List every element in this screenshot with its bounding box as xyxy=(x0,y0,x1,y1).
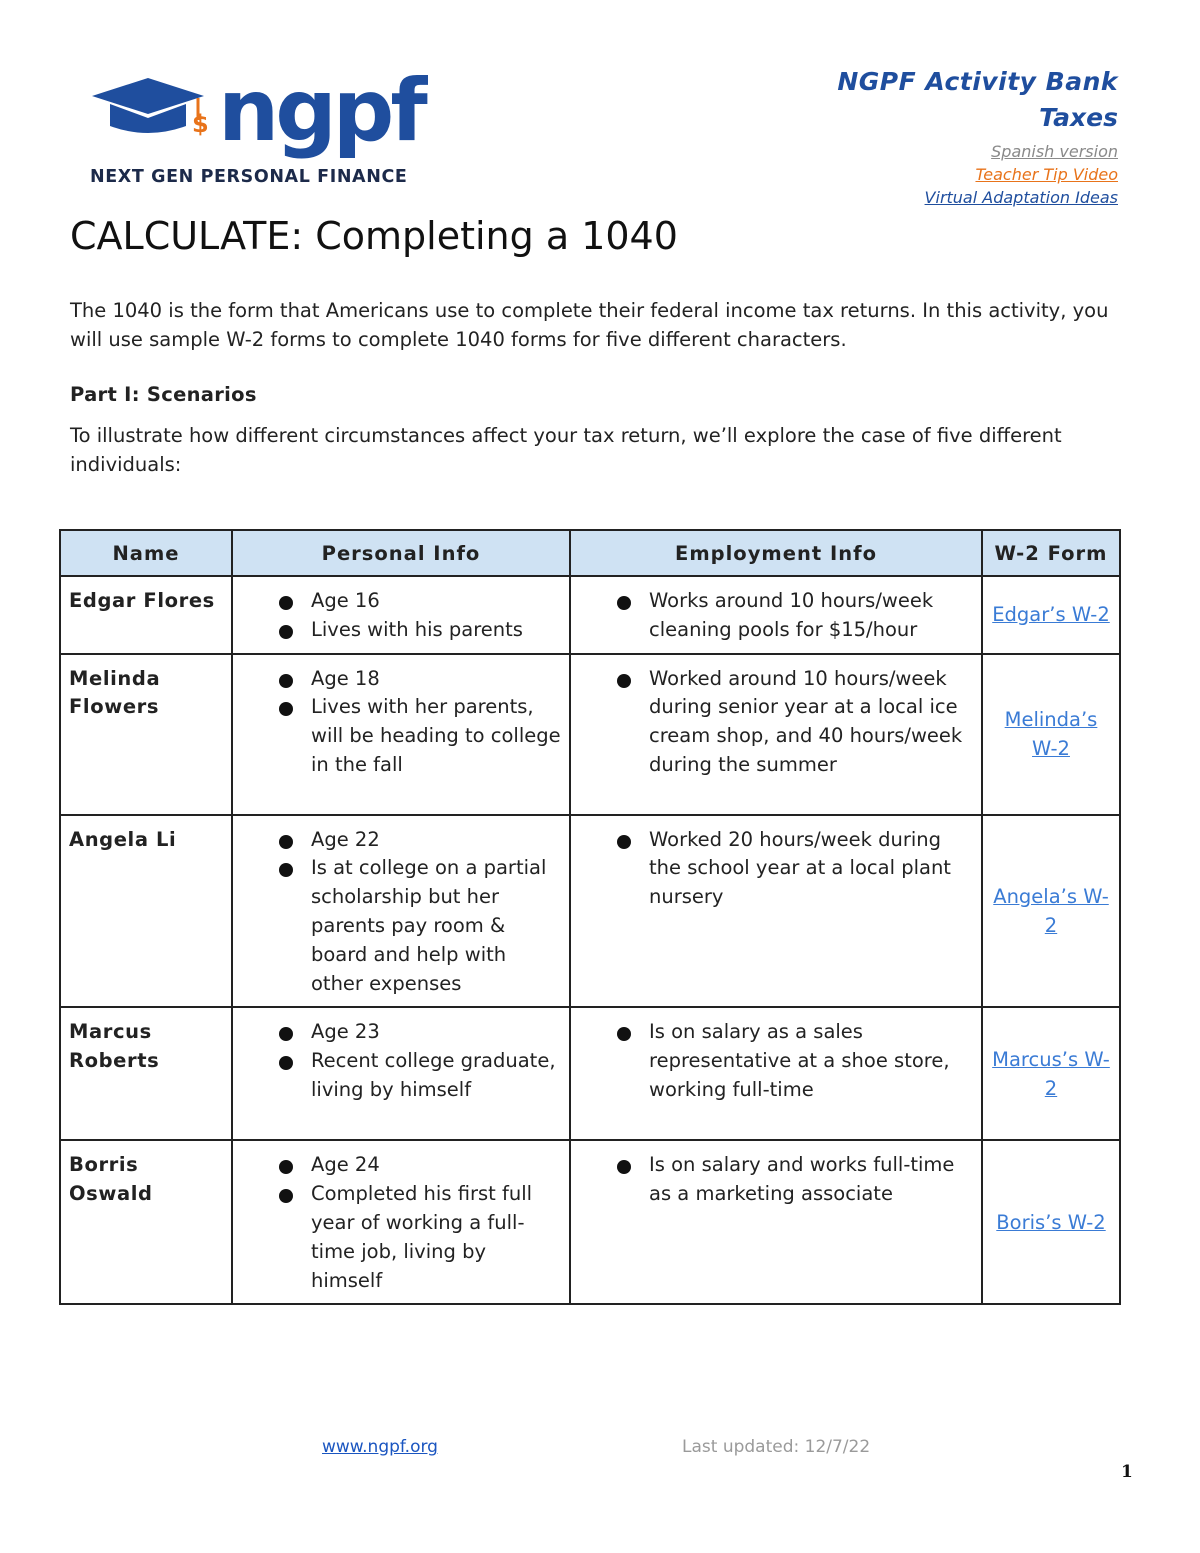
part-intro: To illustrate how different circumstances affect your tax return, we’ll explore the case of five different individuals: xyxy=(70,424,1062,476)
list-item: Lives with her parents, will be heading to college in the fall xyxy=(311,693,561,779)
spanish-version-link[interactable]: Spanish version xyxy=(991,142,1118,161)
list-item: Age 23 xyxy=(311,1018,561,1047)
list-item: Lives with his parents xyxy=(311,616,561,645)
logo-dollar: $ xyxy=(192,110,209,138)
angela-w2-link[interactable]: Angela’s W-2 xyxy=(993,885,1109,937)
list-item: Worked around 10 hours/week during senior year at a local ice cream shop, and 40 hours/week during the summer xyxy=(649,665,973,780)
row-w2 xyxy=(982,1140,1120,1304)
row-personal xyxy=(232,654,570,815)
list-item: Age 24 xyxy=(311,1151,561,1180)
logo-wordmark: ngpf xyxy=(218,68,424,161)
header-w2-form: W-2 Form xyxy=(982,530,1120,576)
row-employment xyxy=(570,576,982,654)
row-employment xyxy=(570,654,982,815)
marcus-w2-link[interactable]: Marcus’s W-2 xyxy=(992,1048,1110,1100)
row-w2 xyxy=(982,1007,1120,1140)
virtual-adaptation-link[interactable]: Virtual Adaptation Ideas xyxy=(924,188,1118,207)
list-item: Recent college graduate, living by himself xyxy=(311,1047,561,1105)
row-w2 xyxy=(982,576,1120,654)
row-name: Marcus Roberts xyxy=(60,1007,232,1140)
list-item: Worked 20 hours/week during the school year at a local plant nursery xyxy=(649,826,973,912)
subject-label: Taxes xyxy=(1039,103,1118,132)
row-name: Borris Oswald xyxy=(60,1140,232,1304)
header-personal-info: Personal Info xyxy=(232,530,570,576)
row-personal xyxy=(232,815,570,1008)
header-employment-info: Employment Info xyxy=(570,530,982,576)
page-number: 1 xyxy=(1121,1462,1133,1482)
list-item: Age 22 xyxy=(311,826,561,855)
list-item: Is on salary and works full-time as a marketing associate xyxy=(649,1151,973,1209)
list-item: Age 18 xyxy=(311,665,561,694)
table-row xyxy=(60,654,1120,815)
table-header-row xyxy=(60,530,1120,576)
table-row xyxy=(60,1007,1120,1140)
melinda-w2-link[interactable]: Melinda’s W-2 xyxy=(1004,708,1098,761)
table-row xyxy=(60,1140,1120,1304)
scenario-table xyxy=(59,529,1121,1305)
edgar-w2-link[interactable]: Edgar’s W-2 xyxy=(992,603,1110,627)
row-personal xyxy=(232,1140,570,1304)
footer-website-link[interactable]: www.ngpf.org xyxy=(322,1437,438,1457)
list-item: Is at college on a partial scholarship but her parents pay room & board and help with other expenses xyxy=(311,854,561,998)
activity-bank-title: NGPF Activity Bank xyxy=(837,67,1118,96)
page-title: CALCULATE: Completing a 1040 xyxy=(70,214,678,258)
header-info xyxy=(837,64,1118,209)
ngpf-logo xyxy=(88,68,428,188)
row-employment xyxy=(570,1140,982,1304)
teacher-tip-video-link[interactable]: Teacher Tip Video xyxy=(975,165,1118,184)
intro-paragraph: The 1040 is the form that Americans use to complete their federal income tax returns. In this activity, you will use sample W-2 forms to complete 1040 forms for five different characters. xyxy=(70,299,1109,351)
row-personal xyxy=(232,1007,570,1140)
boris-w2-link[interactable]: Boris’s W-2 xyxy=(996,1210,1106,1234)
table-row xyxy=(60,815,1120,1008)
header-name: Name xyxy=(60,530,232,576)
part-heading: Part I: Scenarios xyxy=(70,383,257,406)
row-employment xyxy=(570,1007,982,1140)
list-item: Age 16 xyxy=(311,587,561,616)
list-item: Completed his first full year of working a full-time job, living by himself xyxy=(311,1180,561,1295)
row-personal xyxy=(232,576,570,654)
row-name: Angela Li xyxy=(60,815,232,1008)
graduation-cap-icon xyxy=(88,68,428,188)
list-item: Works around 10 hours/week cleaning pools for $15/hour xyxy=(649,587,973,645)
row-name: Edgar Flores xyxy=(60,576,232,654)
row-name: Melinda Flowers xyxy=(60,654,232,815)
list-item: Is on salary as a sales representative at a shoe store, working full-time xyxy=(649,1018,973,1104)
last-updated: Last updated: 12/7/22 xyxy=(682,1437,871,1457)
row-employment xyxy=(570,815,982,1008)
row-w2 xyxy=(982,815,1120,1008)
row-w2 xyxy=(982,654,1120,815)
logo-tagline: NEXT GEN PERSONAL FINANCE xyxy=(90,167,408,187)
table-row xyxy=(60,576,1120,654)
